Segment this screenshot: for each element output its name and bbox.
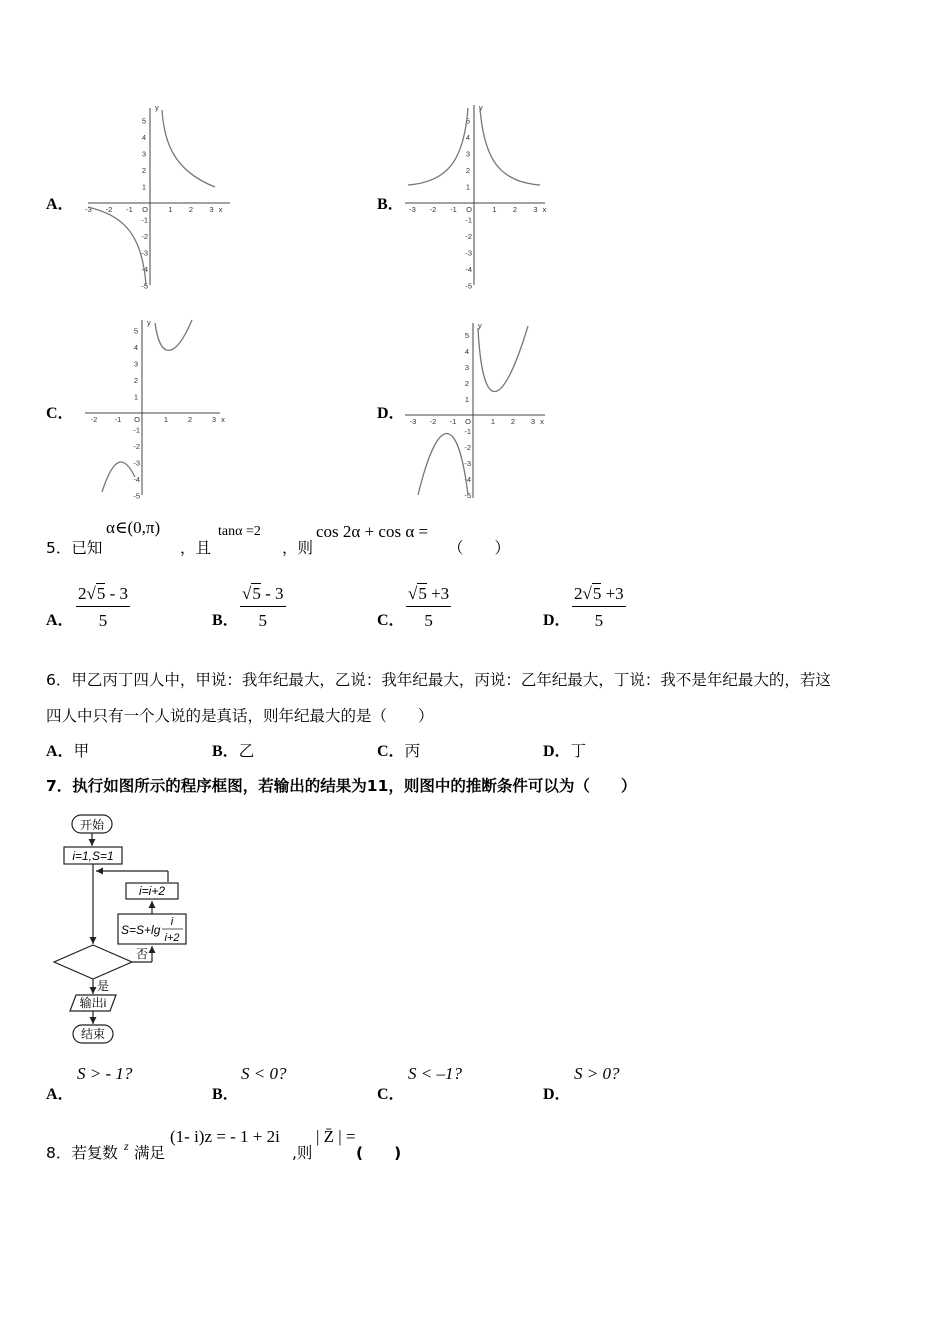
flow-start-text: 开始 (79, 818, 105, 832)
graph-c-ytick: -4 (133, 475, 140, 484)
graph-c-ytick: -1 (133, 425, 140, 435)
graph-d-ticks (410, 321, 544, 500)
graph-d-ytick: -4 (464, 475, 471, 484)
q5-d-num-coef: 2 (574, 584, 583, 603)
graph-b-ticks (409, 103, 546, 290)
graph-b-curve-right (480, 108, 540, 185)
q6-stem-line1: 6．甲乙丙丁四人中，甲说：我年纪最大，乙说：我年纪最大，丙说：乙年纪最大，丁说：我不是年纪最大的，若这 (46, 671, 831, 689)
q5-option-c-fraction[interactable]: $\frac{√5 +3}{5}$ (408, 584, 450, 630)
graph-c-ytick: 2 (133, 376, 138, 385)
q5-option-c-label[interactable]: C． (377, 612, 405, 629)
q8-number: 8．若复数 (46, 1144, 118, 1162)
graph-a-xtick: -1 (126, 205, 133, 214)
graph-b-ytick: 2 (465, 166, 470, 175)
q5-expression: cos 2α + cos α = (316, 522, 429, 541)
q8-then: ,则 (292, 1144, 313, 1162)
q4-option-d-label[interactable]: D． (377, 405, 405, 422)
graph-d-xtick: 3 (530, 417, 536, 426)
graph-d-ytick: -2 (464, 443, 471, 452)
graph-b-axes (405, 105, 545, 285)
graph-b (400, 100, 550, 290)
q5-d-num-radicand: 5 (592, 584, 602, 603)
flow-update-text: i=i+2 (138, 884, 166, 898)
graph-a-curve-right (162, 110, 215, 187)
q7-option-a-label[interactable]: A． (46, 1086, 74, 1103)
flow-calc-den: i+2 (164, 932, 180, 944)
graph-c-ytick: 3 (133, 359, 138, 369)
q5-a-num-tail: - 3 (105, 584, 129, 603)
graph-a-xtick: O (142, 205, 148, 214)
q5-connector: ，且 (180, 539, 212, 557)
graph-a-ytick: -4 (141, 265, 148, 274)
graph-d-xtick: 2 (510, 417, 516, 426)
q5-option-b-label[interactable]: B． (212, 612, 239, 629)
graph-a-ytick: -1 (141, 215, 148, 225)
graph-a-xtick: -2 (105, 205, 113, 214)
q7-option-c-text[interactable]: S < –1? (408, 1064, 462, 1083)
q6-option-b-text: 乙 (238, 742, 255, 760)
graph-b-ytick: 1 (465, 182, 470, 192)
graph-c-curve-right (155, 320, 192, 350)
q6-option-a-text: 甲 (73, 742, 90, 760)
flow-no-label: 否 (136, 947, 149, 961)
q6-option-a-letter: A． (46, 743, 74, 760)
graph-b-xtick: O (466, 205, 472, 214)
q7-option-d-label[interactable]: D． (543, 1086, 571, 1103)
graph-c-curve-left (102, 462, 135, 492)
graph-a-curve-left (88, 207, 146, 285)
q6-option-a[interactable] (46, 738, 89, 761)
graph-a-ytick: -5 (141, 281, 148, 290)
graph-c-ytick: -2 (133, 442, 140, 451)
graph-d-xtick: -1 (449, 417, 457, 426)
q5-number: 5．已知 (46, 539, 103, 557)
graph-d-ytick: 3 (464, 363, 469, 372)
graph-c-ytick: -5 (133, 491, 140, 500)
q4-option-c-label[interactable]: C． (46, 405, 74, 422)
graph-b-yaxis-label: y (479, 103, 483, 112)
graph-a-ytick: 4 (141, 133, 146, 142)
graph-d-ytick: 5 (464, 331, 469, 340)
graph-a-ytick: 3 (141, 149, 146, 159)
flow-init-text: i=1,S=1 (72, 849, 114, 863)
graph-d-xtick: -3 (409, 417, 417, 426)
q8-variable: z (124, 1139, 129, 1153)
graph-b-xtick: 2 (512, 205, 518, 214)
q8-answer-paren: ( ) (356, 1144, 402, 1162)
q6-option-d-text: 丁 (570, 742, 587, 760)
q8-abs-conj: | Z̄ | = (316, 1127, 356, 1146)
q7-option-c-label[interactable]: C． (377, 1086, 405, 1103)
graph-a-ytick: 2 (141, 166, 146, 175)
q7-stem: 7．执行如图所示的程序框图，若输出的结果为11，则图中的推断条件可以为（ ） (46, 777, 637, 795)
q4-option-b-label[interactable]: B． (377, 196, 404, 213)
graph-a-xtick: 3 (209, 205, 214, 214)
q6-option-d[interactable] (543, 738, 586, 761)
graph-a-yaxis-label: y (155, 103, 159, 112)
graph-b-xtick: 3 (533, 205, 538, 214)
graph-c-xtick: 2 (187, 415, 193, 424)
graph-a-xaxis-label: x (218, 205, 223, 214)
q7-option-b-text[interactable]: S < 0? (241, 1064, 287, 1083)
q5-a-num-radicand: 5 (96, 584, 106, 603)
graph-b-xtick: -2 (429, 205, 437, 214)
graph-d-ytick: 2 (464, 379, 469, 388)
flow-output-text: 输出i (79, 996, 107, 1010)
graph-d-xtick: O (465, 417, 471, 426)
q5-condition-alpha: α∈(0,π) (106, 518, 161, 537)
flow-decision-diamond (54, 945, 132, 979)
q6-option-c[interactable] (377, 738, 420, 761)
graph-c-yaxis-label: y (147, 318, 151, 327)
q5-answer-paren: （ ） (448, 539, 511, 557)
q5-option-d-fraction[interactable]: $\frac{2√5 +3}{5}$ (574, 584, 624, 630)
graph-b-xtick: -1 (450, 205, 457, 214)
q5-c-den: 5 (424, 611, 433, 630)
graph-a-xtick: 1 (168, 205, 173, 214)
graph-b-curve-left (408, 108, 468, 185)
q7-flowchart (44, 808, 214, 1048)
graph-c-ytick: 4 (133, 343, 138, 352)
graph-a (80, 100, 240, 290)
q5-a-num-coef: 2 (78, 584, 87, 603)
graph-d-xtick: 1 (490, 417, 496, 426)
graph-a-ticks (85, 103, 222, 290)
graph-d-ytick: 4 (464, 347, 469, 356)
q5-b-num-tail: - 3 (260, 584, 284, 603)
graph-b-ytick: -4 (465, 265, 472, 274)
q5-d-den: 5 (594, 611, 604, 630)
graph-a-ytick: 5 (141, 116, 146, 126)
q7-option-a-text[interactable]: S > - 1? (77, 1064, 133, 1083)
graph-b-ytick: -3 (465, 248, 472, 258)
flow-end-text: 结束 (80, 1027, 106, 1041)
q5-c-num-tail: +3 (426, 584, 450, 603)
q5-option-b-fraction[interactable]: $\frac{√5 - 3}{5}$ (242, 584, 284, 630)
graph-c-xtick: 3 (211, 415, 217, 424)
graph-d-curve-right (478, 326, 528, 392)
q8-equation: (1- i)z = - 1 + 2i (170, 1127, 280, 1146)
graph-c-ytick: -3 (133, 458, 140, 468)
graph-d-axes (405, 323, 545, 498)
graph-d-ytick: -3 (464, 459, 471, 468)
q7-option-d-text[interactable]: S > 0? (574, 1064, 620, 1083)
graph-a-axes (88, 108, 230, 285)
graph-b-ytick: -2 (465, 232, 472, 241)
q5-b-num-radicand: 5 (252, 584, 261, 603)
q6-option-b-letter: B． (212, 743, 239, 760)
graph-c-ytick: 5 (133, 326, 138, 336)
graph-a-xtick: 2 (188, 205, 194, 214)
graph-b-ytick: 3 (465, 149, 470, 159)
graph-d-ytick: 1 (464, 395, 469, 404)
graph-d-xtick: -2 (429, 417, 437, 426)
graph-c-ticks (80, 318, 225, 500)
graph-c-xaxis-label: x (221, 415, 225, 424)
graph-b-xtick: 1 (492, 205, 497, 214)
graph-c-ytick: 1 (133, 392, 138, 402)
q5-option-a-label[interactable]: A． (46, 612, 74, 629)
q5-option-d-label[interactable]: D． (543, 612, 571, 629)
flow-yes-label: 是 (97, 979, 110, 993)
graph-d (400, 318, 550, 503)
graph-b-ytick: 4 (465, 133, 470, 142)
q5-condition-tan: tanα =2 (218, 524, 261, 539)
flow-calc-num: i (170, 916, 174, 928)
graph-d-curve-left (418, 434, 468, 496)
q7-option-b-label[interactable]: B． (212, 1086, 239, 1103)
graph-c-xtick: -2 (90, 415, 98, 424)
q6-option-c-text: 丙 (404, 742, 421, 760)
q5-d-num-tail: +3 (601, 584, 624, 603)
graph-d-xaxis-label: x (540, 417, 544, 426)
graph-b-xaxis-label: x (542, 205, 547, 214)
q8-connector: 满足 (134, 1144, 166, 1162)
graph-b-ytick: -5 (465, 281, 472, 290)
graph-d-yaxis-label: y (478, 321, 482, 330)
q4-option-a-label[interactable]: A． (46, 196, 74, 213)
graph-d-ytick: -1 (464, 427, 471, 436)
q6-option-c-letter: C． (377, 743, 405, 760)
q6-option-d-letter: D． (543, 743, 571, 760)
graph-d-ytick: -5 (464, 491, 471, 500)
q5-then: ，则 (282, 539, 314, 557)
q5-c-num-radicand: 5 (418, 584, 427, 603)
q5-a-den: 5 (98, 611, 108, 630)
graph-a-ytick: -2 (141, 232, 148, 241)
graph-b-xtick: -3 (409, 205, 416, 214)
graph-c-xtick: -1 (114, 415, 122, 424)
graph-a-xtick: -3 (85, 205, 92, 214)
graph-b-ytick: 5 (465, 116, 470, 126)
q5-b-den: 5 (258, 611, 267, 630)
graph-a-ytick: -3 (141, 248, 148, 258)
graph-c-xtick: O (134, 415, 140, 424)
graph-c-axes (85, 320, 220, 495)
graph-c (80, 315, 230, 500)
q6-stem-line2: 四人中只有一个人说的是真话，则年纪最大的是（ ） (46, 707, 434, 725)
q5-option-a-fraction[interactable]: $\frac{2√5 - 3}{5}$ (78, 584, 129, 630)
q6-option-b[interactable] (212, 738, 254, 761)
flow-calc-text: S=S+lg (121, 923, 161, 937)
graph-c-xtick: 1 (163, 415, 169, 424)
graph-a-ytick: 1 (141, 182, 146, 192)
graph-b-ytick: -1 (465, 215, 472, 225)
